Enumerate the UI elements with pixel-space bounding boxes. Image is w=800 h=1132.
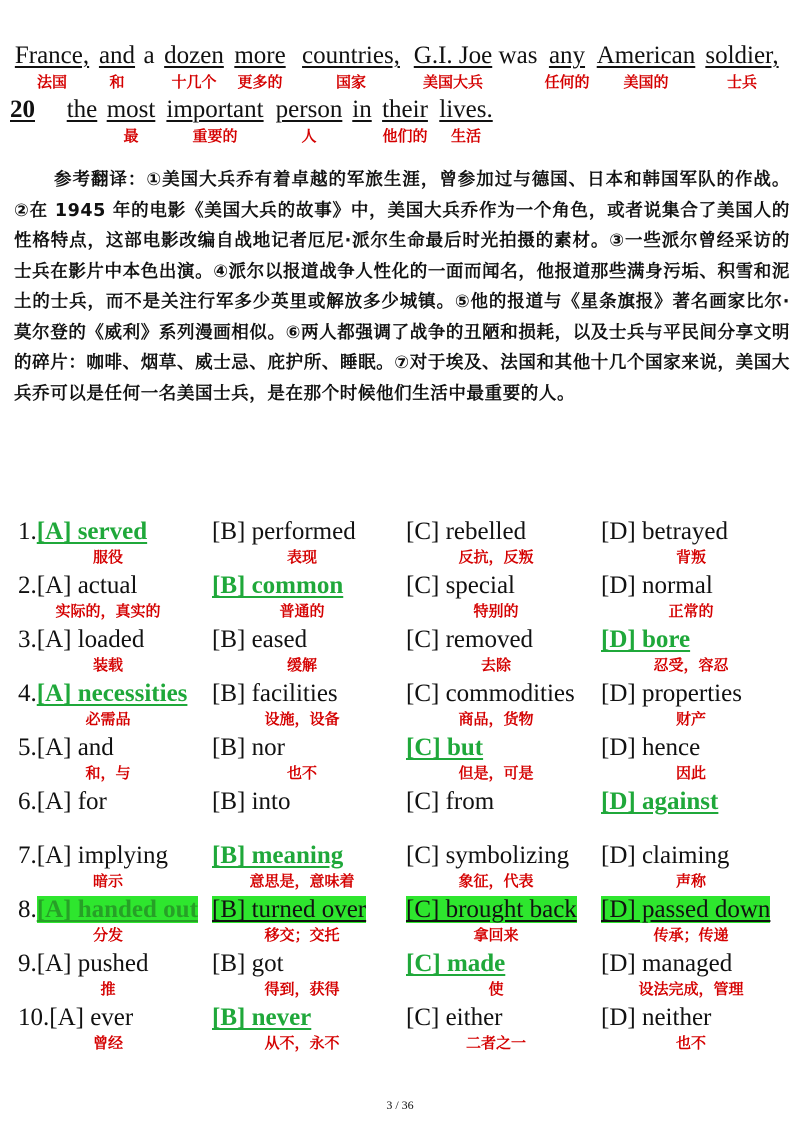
option-gloss: 曾经 xyxy=(92,1034,123,1052)
passage-word: more 更多的 xyxy=(234,42,286,91)
question-row xyxy=(0,626,800,680)
passage-word: dozen 十几个 xyxy=(164,42,224,91)
option-gloss: 实际的，真实的 xyxy=(55,602,161,620)
option-gloss: 得到，获得 xyxy=(264,980,340,998)
option-c xyxy=(406,626,586,676)
option-d xyxy=(601,788,781,816)
option-gloss: 缓解 xyxy=(286,656,317,674)
option-label: [A] for xyxy=(36,788,107,815)
question-row xyxy=(0,734,800,788)
passage-word: American 美国的 xyxy=(596,42,696,91)
option-gloss: 背叛 xyxy=(675,548,706,566)
option-gloss: 设施，设备 xyxy=(264,710,340,728)
option-label: [B] performed xyxy=(212,518,356,545)
option-c xyxy=(406,950,586,1000)
option-d xyxy=(601,734,781,784)
option-b xyxy=(212,896,392,946)
option-b xyxy=(212,518,392,568)
option-gloss: 商品，货物 xyxy=(458,710,534,728)
page-separator: / xyxy=(395,1098,399,1112)
option-c xyxy=(406,680,586,730)
option-label: [D] betrayed xyxy=(601,518,729,545)
passage-line-2 xyxy=(0,96,800,145)
question-number: 1. xyxy=(18,518,37,545)
page-total: 36 xyxy=(401,1098,414,1112)
option-d xyxy=(601,896,781,946)
question-number: 4. xyxy=(18,680,37,707)
option-gloss: 去除 xyxy=(480,656,511,674)
option-a xyxy=(18,1004,198,1054)
option-label: [A] and xyxy=(36,734,114,761)
option-gloss: 忍受，容忍 xyxy=(653,656,729,674)
passage-word: lives. 生活 xyxy=(439,96,493,145)
correct-answer-label: [D] against xyxy=(601,788,719,815)
option-label: [B] got xyxy=(212,950,284,977)
option-a xyxy=(18,626,198,676)
option-label: [D] neither xyxy=(601,1004,712,1031)
option-gloss: 也不 xyxy=(675,1034,706,1052)
option-b xyxy=(212,950,392,1000)
option-d xyxy=(601,572,781,622)
question-number: 8. xyxy=(18,896,37,923)
option-d xyxy=(601,626,781,676)
option-gloss: 和，与 xyxy=(85,764,131,782)
option-label: [A] pushed xyxy=(36,950,149,977)
option-c xyxy=(406,788,586,816)
option-label: [C] from xyxy=(406,788,495,815)
passage-word: important 重要的 xyxy=(166,96,264,145)
option-gloss: 声称 xyxy=(675,872,706,890)
option-c xyxy=(406,734,586,784)
option-b xyxy=(212,626,392,676)
question-number: 3. xyxy=(18,626,37,653)
option-c xyxy=(406,1004,586,1054)
option-label: [B] turned over xyxy=(212,896,367,923)
correct-answer-label: [C] but xyxy=(406,734,484,761)
passage-word: in xyxy=(352,96,372,123)
question-number: 10. xyxy=(18,1004,50,1031)
option-a xyxy=(18,788,198,816)
option-label: [C] symbolizing xyxy=(406,842,570,869)
option-gloss: 推 xyxy=(100,980,116,998)
passage-word: any 任何的 xyxy=(544,42,590,91)
question-number: 2. xyxy=(18,572,37,599)
passage-word: was xyxy=(498,42,538,69)
correct-answer-label: [B] common xyxy=(212,572,344,599)
question-number: 6. xyxy=(18,788,37,815)
option-label: [D] managed xyxy=(601,950,733,977)
question-row xyxy=(0,896,800,950)
option-gloss: 普通的 xyxy=(279,602,325,620)
option-label: [D] claiming xyxy=(601,842,730,869)
option-a xyxy=(18,518,198,568)
option-label: [C] brought back xyxy=(406,896,577,923)
option-a xyxy=(18,680,198,730)
option-gloss: 也不 xyxy=(286,764,317,782)
question-row xyxy=(0,950,800,1004)
option-gloss: 特别的 xyxy=(473,602,519,620)
line-number: 20 xyxy=(10,96,35,123)
page-number: 3 xyxy=(386,1098,393,1112)
option-gloss: 因此 xyxy=(675,764,706,782)
option-gloss: 象征，代表 xyxy=(458,872,534,890)
option-d xyxy=(601,950,781,1000)
option-a xyxy=(18,896,198,946)
correct-answer-label: [D] bore xyxy=(601,626,691,653)
option-gloss: 财产 xyxy=(675,710,706,728)
question-row xyxy=(0,680,800,734)
option-b xyxy=(212,788,392,816)
question-number: 5. xyxy=(18,734,37,761)
option-label: [A] loaded xyxy=(36,626,145,653)
passage-word: and 和 xyxy=(98,42,136,91)
correct-answer-label: [A] handed out xyxy=(36,896,198,923)
option-a xyxy=(18,842,198,892)
option-c xyxy=(406,572,586,622)
option-d xyxy=(601,1004,781,1054)
option-label: [D] properties xyxy=(601,680,742,707)
option-label: [C] either xyxy=(406,1004,503,1031)
passage-word: France, 法国 xyxy=(14,42,90,91)
option-gloss: 意思是，意味着 xyxy=(249,872,355,890)
option-b xyxy=(212,572,392,622)
option-label: [A] ever xyxy=(49,1004,134,1031)
question-row xyxy=(0,842,800,896)
option-gloss: 移交；交托 xyxy=(264,926,340,944)
option-label: [D] normal xyxy=(601,572,713,599)
option-gloss: 二者之一 xyxy=(465,1034,526,1052)
option-label: [B] nor xyxy=(212,734,285,761)
passage-word: most 最 xyxy=(106,96,156,145)
option-gloss: 暗示 xyxy=(92,872,123,890)
option-label: [A] actual xyxy=(36,572,138,599)
correct-answer-label: [B] meaning xyxy=(212,842,344,869)
option-d xyxy=(601,680,781,730)
passage-word: countries, 国家 xyxy=(302,42,400,91)
option-gloss: 分发 xyxy=(92,926,123,944)
page-footer xyxy=(0,1098,800,1113)
option-gloss: 但是，可是 xyxy=(458,764,534,782)
passage-word: person 人 xyxy=(275,96,343,145)
option-a xyxy=(18,950,198,1000)
reference-translation: 参考翻译：①美国大兵乔有着卓越的军旅生涯，曾参加过与德国、日本和韩国军队的作战。②在 1945 年的电影《美国大兵的故事》中，美国大兵乔作为一个角色，或者说集合了美国人的性格特点，这部电影改编自战地记者厄尼·派尔生命最后时光拍摄的素材。③一些派尔曾经采访的士兵在影片中本色出演。④派尔以报道战争人性化的一面而闻名，他报道那些满身污垢、积雪和泥土的士兵，而不是关注行军多少英里或解放多少城镇。⑤他的报道与《星条旗报》著名画家比尔·莫尔登的《威利》系列漫画相似。⑥两人都强调了战争的丑陋和损耗，以及士兵与平民间分享文明的碎片：咖啡、烟草、威士忌、庇护所、睡眠。⑦对于埃及、法国和其他十几个国家来说，美国大兵乔可以是任何一名美国士兵，是在那个时候他们生活中最重要的人。 xyxy=(14,170,790,404)
question-number: 9. xyxy=(18,950,37,977)
question-number: 7. xyxy=(18,842,37,869)
option-a xyxy=(18,734,198,784)
option-a xyxy=(18,572,198,622)
option-label: [B] facilities xyxy=(212,680,338,707)
option-gloss: 拿回来 xyxy=(473,926,519,944)
correct-answer-label: [A] served xyxy=(36,518,148,545)
option-b xyxy=(212,734,392,784)
option-gloss: 从不，永不 xyxy=(264,1034,340,1052)
correct-answer-label: [A] necessities xyxy=(36,680,188,707)
option-label: [D] hence xyxy=(601,734,701,761)
option-gloss: 服役 xyxy=(92,548,123,566)
option-b xyxy=(212,680,392,730)
option-c xyxy=(406,896,586,946)
option-b xyxy=(212,1004,392,1054)
passage-line-1 xyxy=(0,42,800,91)
passage-word: the xyxy=(66,96,98,123)
option-d xyxy=(601,842,781,892)
option-label: [C] commodities xyxy=(406,680,575,707)
option-label: [D] passed down xyxy=(601,896,771,923)
option-label: [C] removed xyxy=(406,626,534,653)
option-label: [B] into xyxy=(212,788,291,815)
option-d xyxy=(601,518,781,568)
question-row xyxy=(0,518,800,572)
question-row xyxy=(0,788,800,842)
option-label: [A] implying xyxy=(36,842,168,869)
passage-word: a xyxy=(143,42,155,69)
passage-word: G.I. Joe 美国大兵 xyxy=(413,42,493,91)
option-gloss: 表现 xyxy=(286,548,317,566)
option-gloss: 使 xyxy=(488,980,504,998)
option-gloss: 反抗，反叛 xyxy=(458,548,534,566)
option-gloss: 正常的 xyxy=(668,602,714,620)
option-gloss: 必需品 xyxy=(85,710,131,728)
option-b xyxy=(212,842,392,892)
option-gloss: 传承；传递 xyxy=(653,926,729,944)
passage-word: soldier, 士兵 xyxy=(705,42,779,91)
option-gloss: 设法完成，管理 xyxy=(638,980,744,998)
question-row xyxy=(0,1004,800,1058)
passage-word: their 他们的 xyxy=(382,96,428,145)
option-c xyxy=(406,842,586,892)
option-label: [C] special xyxy=(406,572,515,599)
option-c xyxy=(406,518,586,568)
correct-answer-label: [B] never xyxy=(212,1004,312,1031)
option-label: [C] rebelled xyxy=(406,518,527,545)
correct-answer-label: [C] made xyxy=(406,950,506,977)
option-label: [B] eased xyxy=(212,626,308,653)
question-row xyxy=(0,572,800,626)
option-gloss: 装载 xyxy=(92,656,123,674)
